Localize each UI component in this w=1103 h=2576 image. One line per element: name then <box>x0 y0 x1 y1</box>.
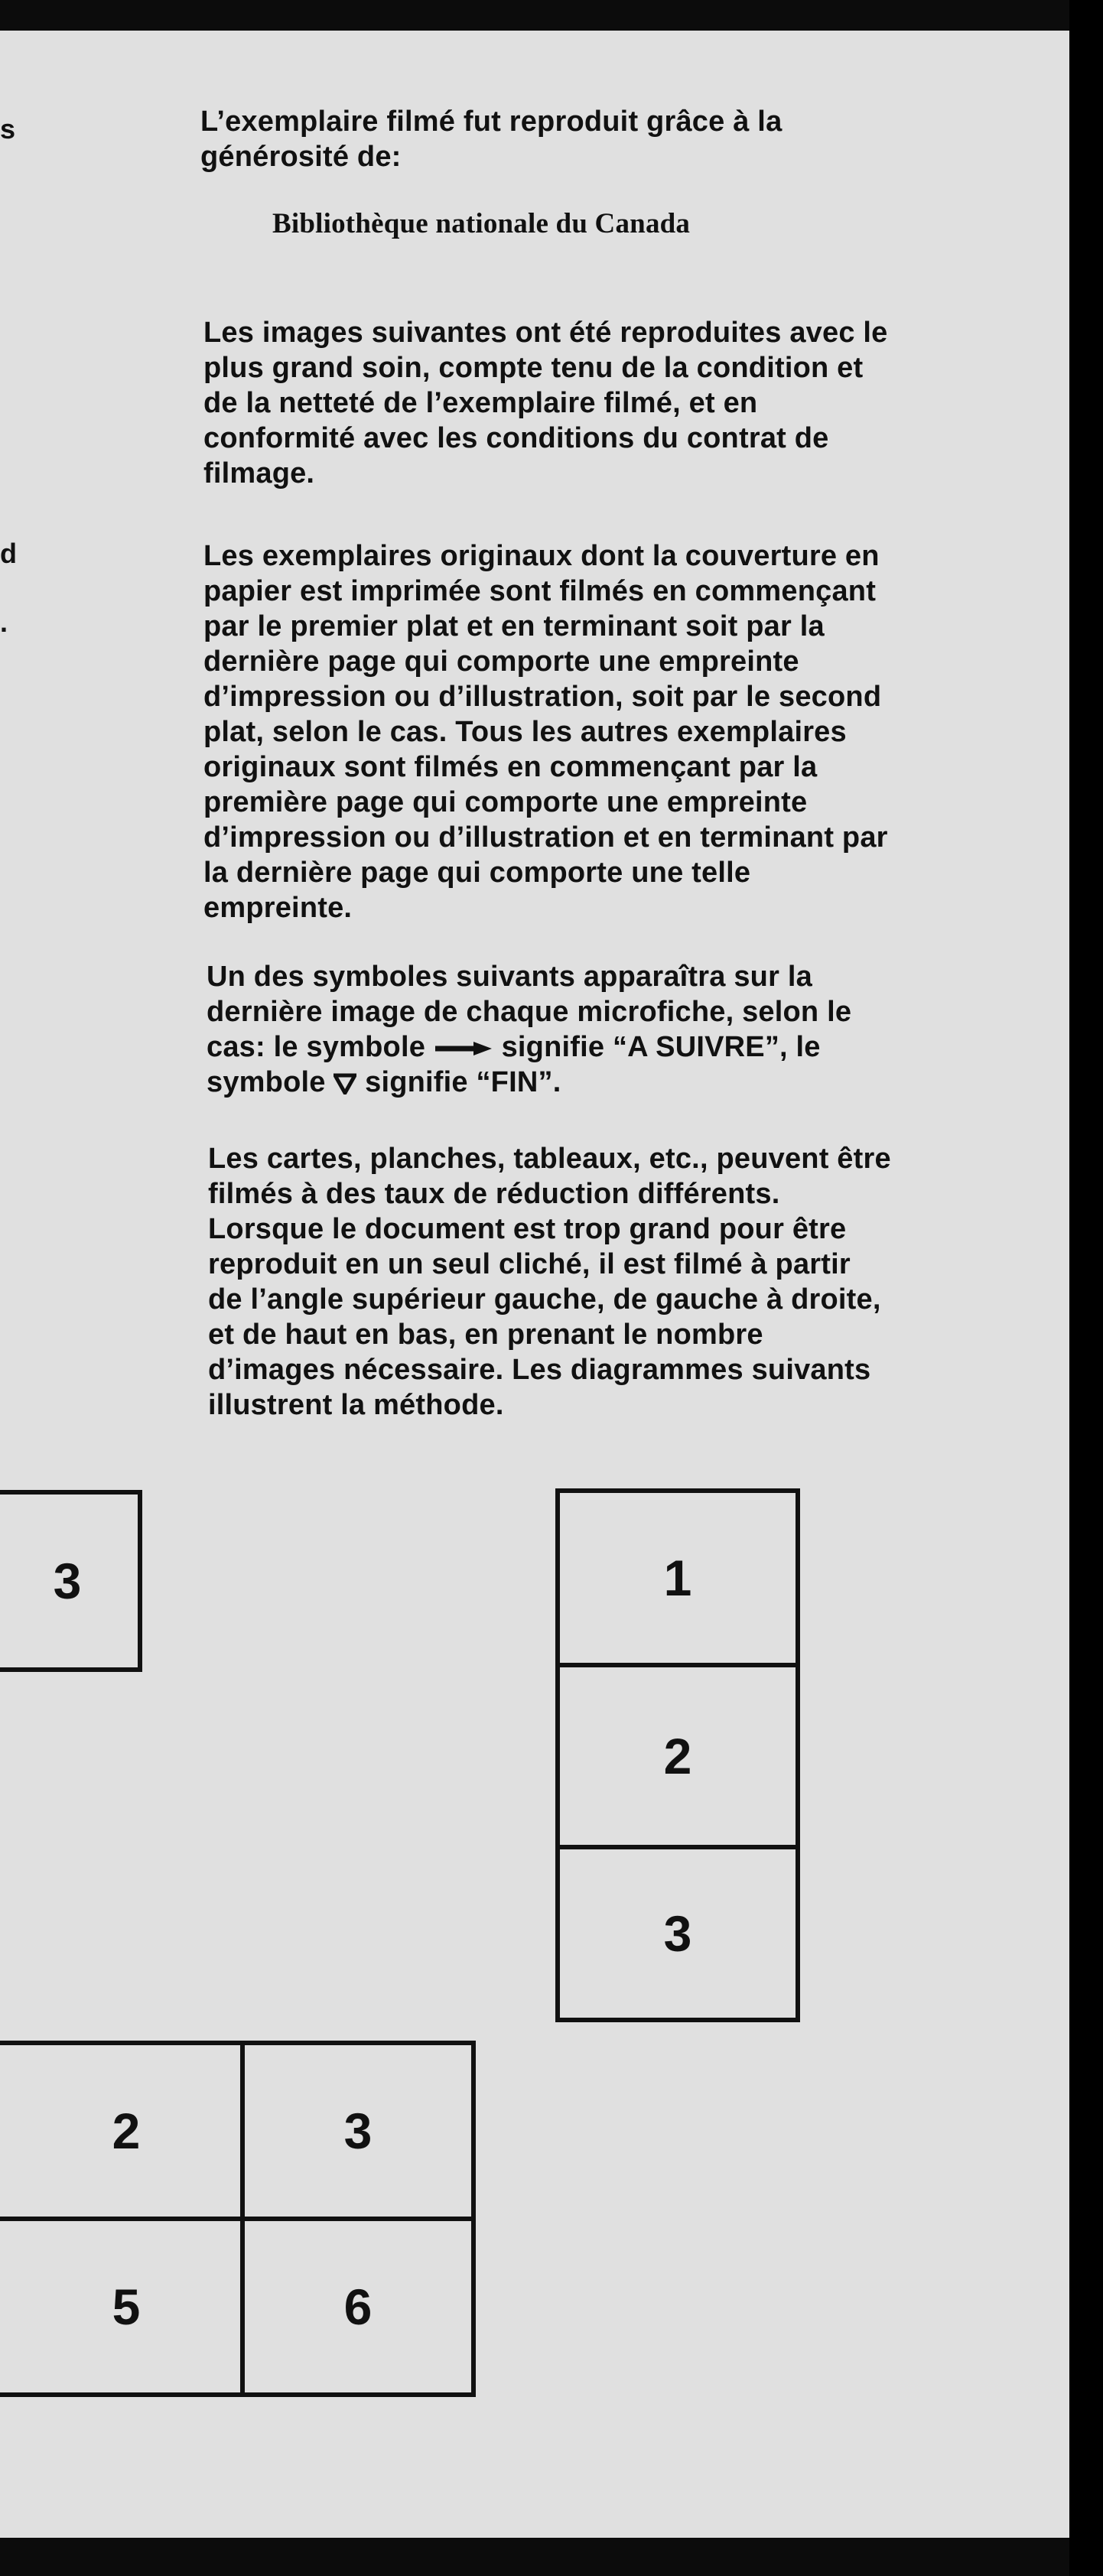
cell-number: 3 <box>343 2103 373 2159</box>
intro-line: L’exemplaire filmé fut reproduit grâce à la <box>200 106 783 138</box>
paragraph-originals <box>203 538 888 925</box>
cell-number: 2 <box>663 1728 692 1784</box>
margin-fragment: s <box>0 113 16 145</box>
page-edge <box>1069 0 1103 2576</box>
margin-fragment: d <box>0 538 17 569</box>
text-line: la dernière page qui comporte une telle <box>203 857 751 889</box>
text-line: papier est imprimée sont filmés en commençant <box>203 575 877 607</box>
text-fragment: signifie “A SUIVRE”, le <box>501 1031 821 1063</box>
text-line: originaux sont filmés en commençant par la <box>203 751 818 783</box>
text-line: Les exemplaires originaux dont la couverture en <box>203 540 880 572</box>
text-line: reproduit en un seul cliché, il est filmé à partir <box>208 1248 851 1280</box>
text-line: Les images suivantes ont été reproduites avec le <box>203 317 888 349</box>
text-line: et de haut en bas, en prenant le nombre <box>208 1319 763 1351</box>
diagram-grid-cell <box>240 2041 476 2221</box>
cell-number: 5 <box>112 2278 141 2335</box>
diagram-column-cell <box>555 1488 800 1667</box>
library-name: Bibliothèque nationale du Canada <box>272 208 691 239</box>
text-line: dernière page qui comporte une empreinte <box>203 646 799 678</box>
paragraph-maps <box>208 1141 891 1423</box>
text-line: de l’angle supérieur gauche, de gauche à droite, <box>208 1283 881 1316</box>
text-line <box>207 1065 851 1100</box>
paragraph-symbols <box>207 959 851 1100</box>
cell-number: 1 <box>663 1550 692 1606</box>
text-line: par le premier plat et en terminant soit par la <box>203 610 825 642</box>
diagram-column-cell <box>555 1845 800 2022</box>
text-line: d’impression ou d’illustration, soit par le second <box>203 681 882 713</box>
text-line: dernière image de chaque microfiche, selon le <box>207 996 852 1028</box>
text-line: Lorsque le document est trop grand pour être <box>208 1213 847 1245</box>
text-line: plus grand soin, compte tenu de la condition et <box>203 352 864 384</box>
cell-number: 2 <box>112 2103 141 2159</box>
triangle-down-icon <box>334 1073 356 1094</box>
arrow-right-icon <box>434 1040 493 1057</box>
text-line: plat, selon le cas. Tous les autres exemplaires <box>203 716 847 748</box>
intro-block <box>200 104 782 174</box>
text-line: filmage. <box>203 457 315 490</box>
text-line: d’impression ou d’illustration et en terminant par <box>203 821 888 854</box>
text-line: Un des symboles suivants apparaîtra sur la <box>207 961 812 993</box>
margin-fragment: . <box>0 607 8 638</box>
cell-number: 3 <box>53 1553 82 1609</box>
diagram-grid-cell <box>0 2041 245 2221</box>
text-line <box>207 1029 851 1065</box>
diagram-column-cell <box>555 1663 800 1849</box>
text-line: conformité avec les conditions du contrat de <box>203 422 829 454</box>
text-line: de la netteté de l’exemplaire filmé, et en <box>203 387 758 419</box>
diagram-grid-cell <box>240 2217 476 2397</box>
text-fragment: symbole <box>207 1066 326 1098</box>
text-line: d’images nécessaire. Les diagrammes suivants <box>208 1354 871 1386</box>
diagram-row-cell <box>0 1490 142 1672</box>
paragraph-conditions <box>203 315 888 491</box>
text-line: illustrent la méthode. <box>208 1389 504 1421</box>
cell-number: 3 <box>663 1905 692 1962</box>
text-fragment: signifie “FIN”. <box>365 1066 561 1098</box>
text-line: Les cartes, planches, tableaux, etc., peuvent être <box>208 1143 891 1175</box>
text-line: empreinte. <box>203 892 353 924</box>
text-line: première page qui comporte une empreinte <box>203 786 808 818</box>
text-fragment: cas: le symbole <box>207 1031 426 1063</box>
diagram-grid-cell <box>0 2217 245 2397</box>
text-line: filmés à des taux de réduction différents. <box>208 1178 780 1210</box>
intro-line: générosité de: <box>200 141 402 173</box>
cell-number: 6 <box>343 2278 373 2335</box>
